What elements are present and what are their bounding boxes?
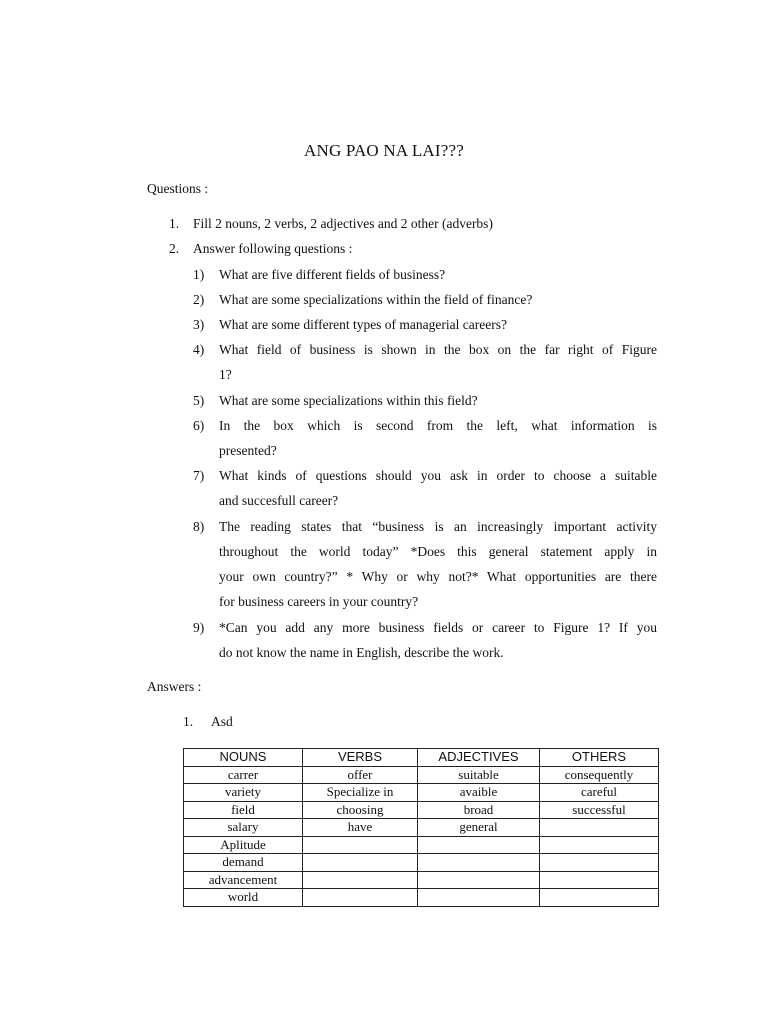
- table-cell: [540, 819, 659, 837]
- table-cell: broad: [418, 801, 540, 819]
- subquestion-number: 8): [193, 519, 205, 534]
- table-cell: [418, 836, 540, 854]
- subquestion-number: 2): [193, 292, 205, 307]
- answers-label: Answers :: [147, 679, 202, 694]
- table-header-row: [184, 749, 659, 767]
- table-row: [184, 801, 659, 819]
- subquestion-text: The reading states that “business is an increasingly important activity: [219, 519, 657, 534]
- subquestion-text: presented?: [219, 443, 277, 458]
- table-cell: [303, 836, 418, 854]
- subquestion-number: 9): [193, 620, 205, 635]
- table-cell: have: [303, 819, 418, 837]
- header-others: OTHERS: [540, 749, 659, 767]
- subquestion-text: What are five different fields of business?: [219, 267, 446, 282]
- questions-label: Questions :: [147, 181, 209, 196]
- subquestion-text: In the box which is second from the left, what information is: [219, 418, 657, 433]
- answer-text: Asd: [211, 714, 233, 729]
- header-nouns: NOUNS: [184, 749, 303, 767]
- table-cell: [540, 889, 659, 907]
- question-text: Answer following questions :: [193, 241, 353, 256]
- table-cell: salary: [184, 819, 303, 837]
- subquestion-text: What are some specializations within the field of finance?: [219, 292, 533, 307]
- subquestion-text: for business careers in your country?: [219, 594, 419, 609]
- word-classification-table: [183, 748, 659, 907]
- table-cell: avaible: [418, 784, 540, 802]
- table-cell: [418, 889, 540, 907]
- subquestion-text: and succesfull career?: [219, 493, 339, 508]
- table-cell: suitable: [418, 766, 540, 784]
- document-title: ANG PAO NA LAI???: [303, 141, 464, 160]
- subquestion-number: 4): [193, 342, 205, 357]
- table-row: [184, 819, 659, 837]
- table-row: [184, 784, 659, 802]
- question-number: 2.: [169, 241, 180, 256]
- header-verbs: VERBS: [303, 749, 418, 767]
- table-cell: [418, 871, 540, 889]
- subquestion-number: 1): [193, 267, 205, 282]
- subquestion-text: What are some different types of managerial careers?: [219, 317, 507, 332]
- question-number: 1.: [169, 216, 180, 231]
- table-cell: [540, 854, 659, 872]
- table-row: [184, 766, 659, 784]
- table-cell: [540, 836, 659, 854]
- table-cell: variety: [184, 784, 303, 802]
- subquestion-text: throughout the world today” *Does this general statement apply in: [219, 544, 657, 559]
- subquestion-text: your own country?” * Why or why not?* What opportunities are there: [219, 569, 657, 584]
- subquestion-number: 7): [193, 468, 205, 483]
- table-cell: [540, 871, 659, 889]
- table-cell: world: [184, 889, 303, 907]
- subquestion-number: 5): [193, 393, 205, 408]
- table-cell: demand: [184, 854, 303, 872]
- table-cell: careful: [540, 784, 659, 802]
- subquestion-text: *Can you add any more business fields or career to Figure 1? If you: [219, 620, 657, 635]
- table-cell: [303, 854, 418, 872]
- subquestion-text: What are some specializations within this field?: [219, 393, 478, 408]
- table-cell: carrer: [184, 766, 303, 784]
- subquestion-number: 6): [193, 418, 205, 433]
- subquestion-number: 3): [193, 317, 205, 332]
- table-row: [184, 889, 659, 907]
- table-cell: [303, 889, 418, 907]
- table-cell: [418, 854, 540, 872]
- subquestion-text: 1?: [219, 367, 232, 382]
- subquestion-text: What field of business is shown in the box on the far right of Figure: [219, 342, 657, 357]
- table-cell: consequently: [540, 766, 659, 784]
- answer-number: 1.: [183, 714, 194, 729]
- subquestion-text: do not know the name in English, describe the work.: [219, 645, 504, 660]
- table-cell: Specialize in: [303, 784, 418, 802]
- table-row: [184, 836, 659, 854]
- table-cell: Aplitude: [184, 836, 303, 854]
- question-text: Fill 2 nouns, 2 verbs, 2 adjectives and 2 other (adverbs): [193, 216, 493, 231]
- table-row: [184, 871, 659, 889]
- table-cell: successful: [540, 801, 659, 819]
- table-cell: choosing: [303, 801, 418, 819]
- table-cell: field: [184, 801, 303, 819]
- table-cell: offer: [303, 766, 418, 784]
- header-adjectives: ADJECTIVES: [418, 749, 540, 767]
- table-cell: advancement: [184, 871, 303, 889]
- table-cell: general: [418, 819, 540, 837]
- subquestion-text: What kinds of questions should you ask in order to choose a suitable: [219, 468, 657, 483]
- table-row: [184, 854, 659, 872]
- table-cell: [303, 871, 418, 889]
